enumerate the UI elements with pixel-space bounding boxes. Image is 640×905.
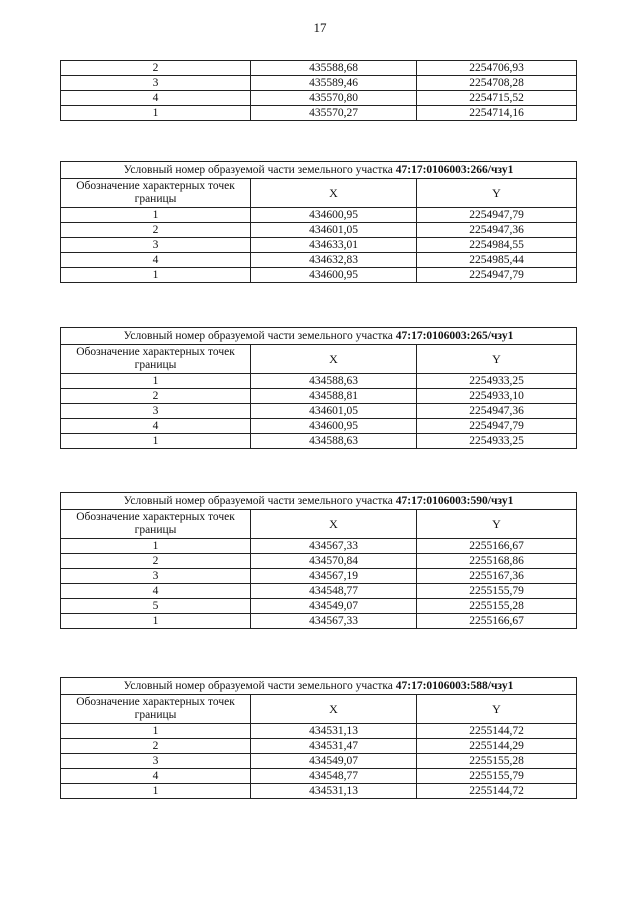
coordinates-table-266: [60, 161, 577, 283]
y-header: Y: [417, 345, 577, 374]
y-header: Y: [417, 179, 577, 208]
point-cell: 1: [61, 539, 251, 554]
y-cell: 2254947,79: [417, 208, 577, 223]
y-cell: 2254715,52: [417, 91, 577, 106]
point-cell: 1: [61, 784, 251, 799]
y-cell: 2255168,86: [417, 554, 577, 569]
point-header: Обозначение характерных точек границы: [61, 695, 251, 724]
parcel-number: 47:17:0106003:590/чзу1: [395, 495, 514, 507]
point-cell: 1: [61, 106, 251, 121]
x-cell: 434600,95: [251, 419, 417, 434]
x-cell: 435570,80: [251, 91, 417, 106]
point-cell: 1: [61, 614, 251, 629]
x-cell: 434588,63: [251, 434, 417, 449]
table-row: [61, 584, 577, 599]
point-cell: 4: [61, 419, 251, 434]
table-row: [61, 253, 577, 268]
point-cell: 2: [61, 554, 251, 569]
continuation-table: [60, 60, 577, 121]
table-row: [61, 106, 577, 121]
table-row: [61, 614, 577, 629]
y-header: Y: [417, 510, 577, 539]
x-cell: 434632,83: [251, 253, 417, 268]
point-cell: 3: [61, 404, 251, 419]
point-cell: 4: [61, 91, 251, 106]
table-title: Условный номер образуемой части земельного участка 47:17:0106003:266/чзу1: [61, 162, 577, 179]
point-cell: 2: [61, 389, 251, 404]
y-cell: 2254947,79: [417, 419, 577, 434]
y-cell: 2255167,36: [417, 569, 577, 584]
point-cell: 1: [61, 374, 251, 389]
x-cell: 434570,84: [251, 554, 417, 569]
x-header: X: [251, 695, 417, 724]
y-cell: 2254947,36: [417, 404, 577, 419]
point-cell: 4: [61, 253, 251, 268]
table-title: Условный номер образуемой части земельного участка 47:17:0106003:590/чзу1: [61, 493, 577, 510]
y-cell: 2255155,79: [417, 584, 577, 599]
point-cell: 1: [61, 208, 251, 223]
table-row: [61, 434, 577, 449]
table-row: [61, 539, 577, 554]
table-row: [61, 268, 577, 283]
y-cell: 2254708,28: [417, 76, 577, 91]
point-cell: 2: [61, 61, 251, 76]
point-cell: 2: [61, 223, 251, 238]
table-row: [61, 389, 577, 404]
y-cell: 2255155,79: [417, 769, 577, 784]
point-cell: 4: [61, 769, 251, 784]
coordinates-table-265: [60, 327, 577, 449]
x-cell: 434567,19: [251, 569, 417, 584]
x-header: X: [251, 179, 417, 208]
parcel-number: 47:17:0106003:588/чзу1: [395, 680, 514, 692]
x-cell: 434601,05: [251, 223, 417, 238]
point-cell: 5: [61, 599, 251, 614]
y-cell: 2255155,28: [417, 599, 577, 614]
y-cell: 2255166,67: [417, 614, 577, 629]
table-row: [61, 404, 577, 419]
y-cell: 2254985,44: [417, 253, 577, 268]
x-cell: 434531,47: [251, 739, 417, 754]
point-header: Обозначение характерных точек границы: [61, 345, 251, 374]
table-row: [61, 599, 577, 614]
point-cell: 1: [61, 434, 251, 449]
point-cell: 3: [61, 76, 251, 91]
y-cell: 2255144,72: [417, 724, 577, 739]
parcel-number: 47:17:0106003:266/чзу1: [395, 164, 514, 176]
x-cell: 434567,33: [251, 614, 417, 629]
y-cell: 2255166,67: [417, 539, 577, 554]
point-cell: 1: [61, 268, 251, 283]
point-cell: 3: [61, 238, 251, 253]
table-row: [61, 238, 577, 253]
y-cell: 2254714,16: [417, 106, 577, 121]
coordinates-table-590: [60, 492, 577, 629]
table-title: Условный номер образуемой части земельного участка 47:17:0106003:265/чзу1: [61, 328, 577, 345]
x-header: X: [251, 345, 417, 374]
point-cell: 2: [61, 739, 251, 754]
table-row: [61, 724, 577, 739]
y-cell: 2255144,29: [417, 739, 577, 754]
x-cell: 434567,33: [251, 539, 417, 554]
x-cell: 435589,46: [251, 76, 417, 91]
y-cell: 2254947,79: [417, 268, 577, 283]
coordinates-table-588: [60, 677, 577, 799]
table-row: [61, 374, 577, 389]
y-cell: 2254947,36: [417, 223, 577, 238]
table-row: [61, 769, 577, 784]
y-header: Y: [417, 695, 577, 724]
point-cell: 4: [61, 584, 251, 599]
x-cell: 434531,13: [251, 724, 417, 739]
x-cell: 434588,81: [251, 389, 417, 404]
point-cell: 3: [61, 754, 251, 769]
x-cell: 434588,63: [251, 374, 417, 389]
x-cell: 435570,27: [251, 106, 417, 121]
x-cell: 434548,77: [251, 584, 417, 599]
y-cell: 2255144,72: [417, 784, 577, 799]
x-cell: 435588,68: [251, 61, 417, 76]
x-cell: 434549,07: [251, 754, 417, 769]
table-row: [61, 784, 577, 799]
table-row: [61, 61, 577, 76]
x-cell: 434600,95: [251, 268, 417, 283]
x-cell: 434633,01: [251, 238, 417, 253]
x-cell: 434600,95: [251, 208, 417, 223]
point-cell: 3: [61, 569, 251, 584]
table-row: [61, 223, 577, 238]
table-row: [61, 569, 577, 584]
x-cell: 434548,77: [251, 769, 417, 784]
table-row: [61, 754, 577, 769]
table-row: [61, 91, 577, 106]
y-cell: 2254933,25: [417, 374, 577, 389]
y-cell: 2254933,25: [417, 434, 577, 449]
table-row: [61, 554, 577, 569]
table-row: [61, 739, 577, 754]
point-header: Обозначение характерных точек границы: [61, 510, 251, 539]
y-cell: 2254706,93: [417, 61, 577, 76]
table-title: Условный номер образуемой части земельного участка 47:17:0106003:588/чзу1: [61, 678, 577, 695]
y-cell: 2254984,55: [417, 238, 577, 253]
x-cell: 434531,13: [251, 784, 417, 799]
parcel-number: 47:17:0106003:265/чзу1: [395, 330, 514, 342]
point-header: Обозначение характерных точек границы: [61, 179, 251, 208]
table-row: [61, 76, 577, 91]
x-cell: 434549,07: [251, 599, 417, 614]
table-row: [61, 208, 577, 223]
y-cell: 2255155,28: [417, 754, 577, 769]
point-cell: 1: [61, 724, 251, 739]
x-cell: 434601,05: [251, 404, 417, 419]
table-row: [61, 419, 577, 434]
page-number: 17: [313, 20, 327, 35]
x-header: X: [251, 510, 417, 539]
y-cell: 2254933,10: [417, 389, 577, 404]
